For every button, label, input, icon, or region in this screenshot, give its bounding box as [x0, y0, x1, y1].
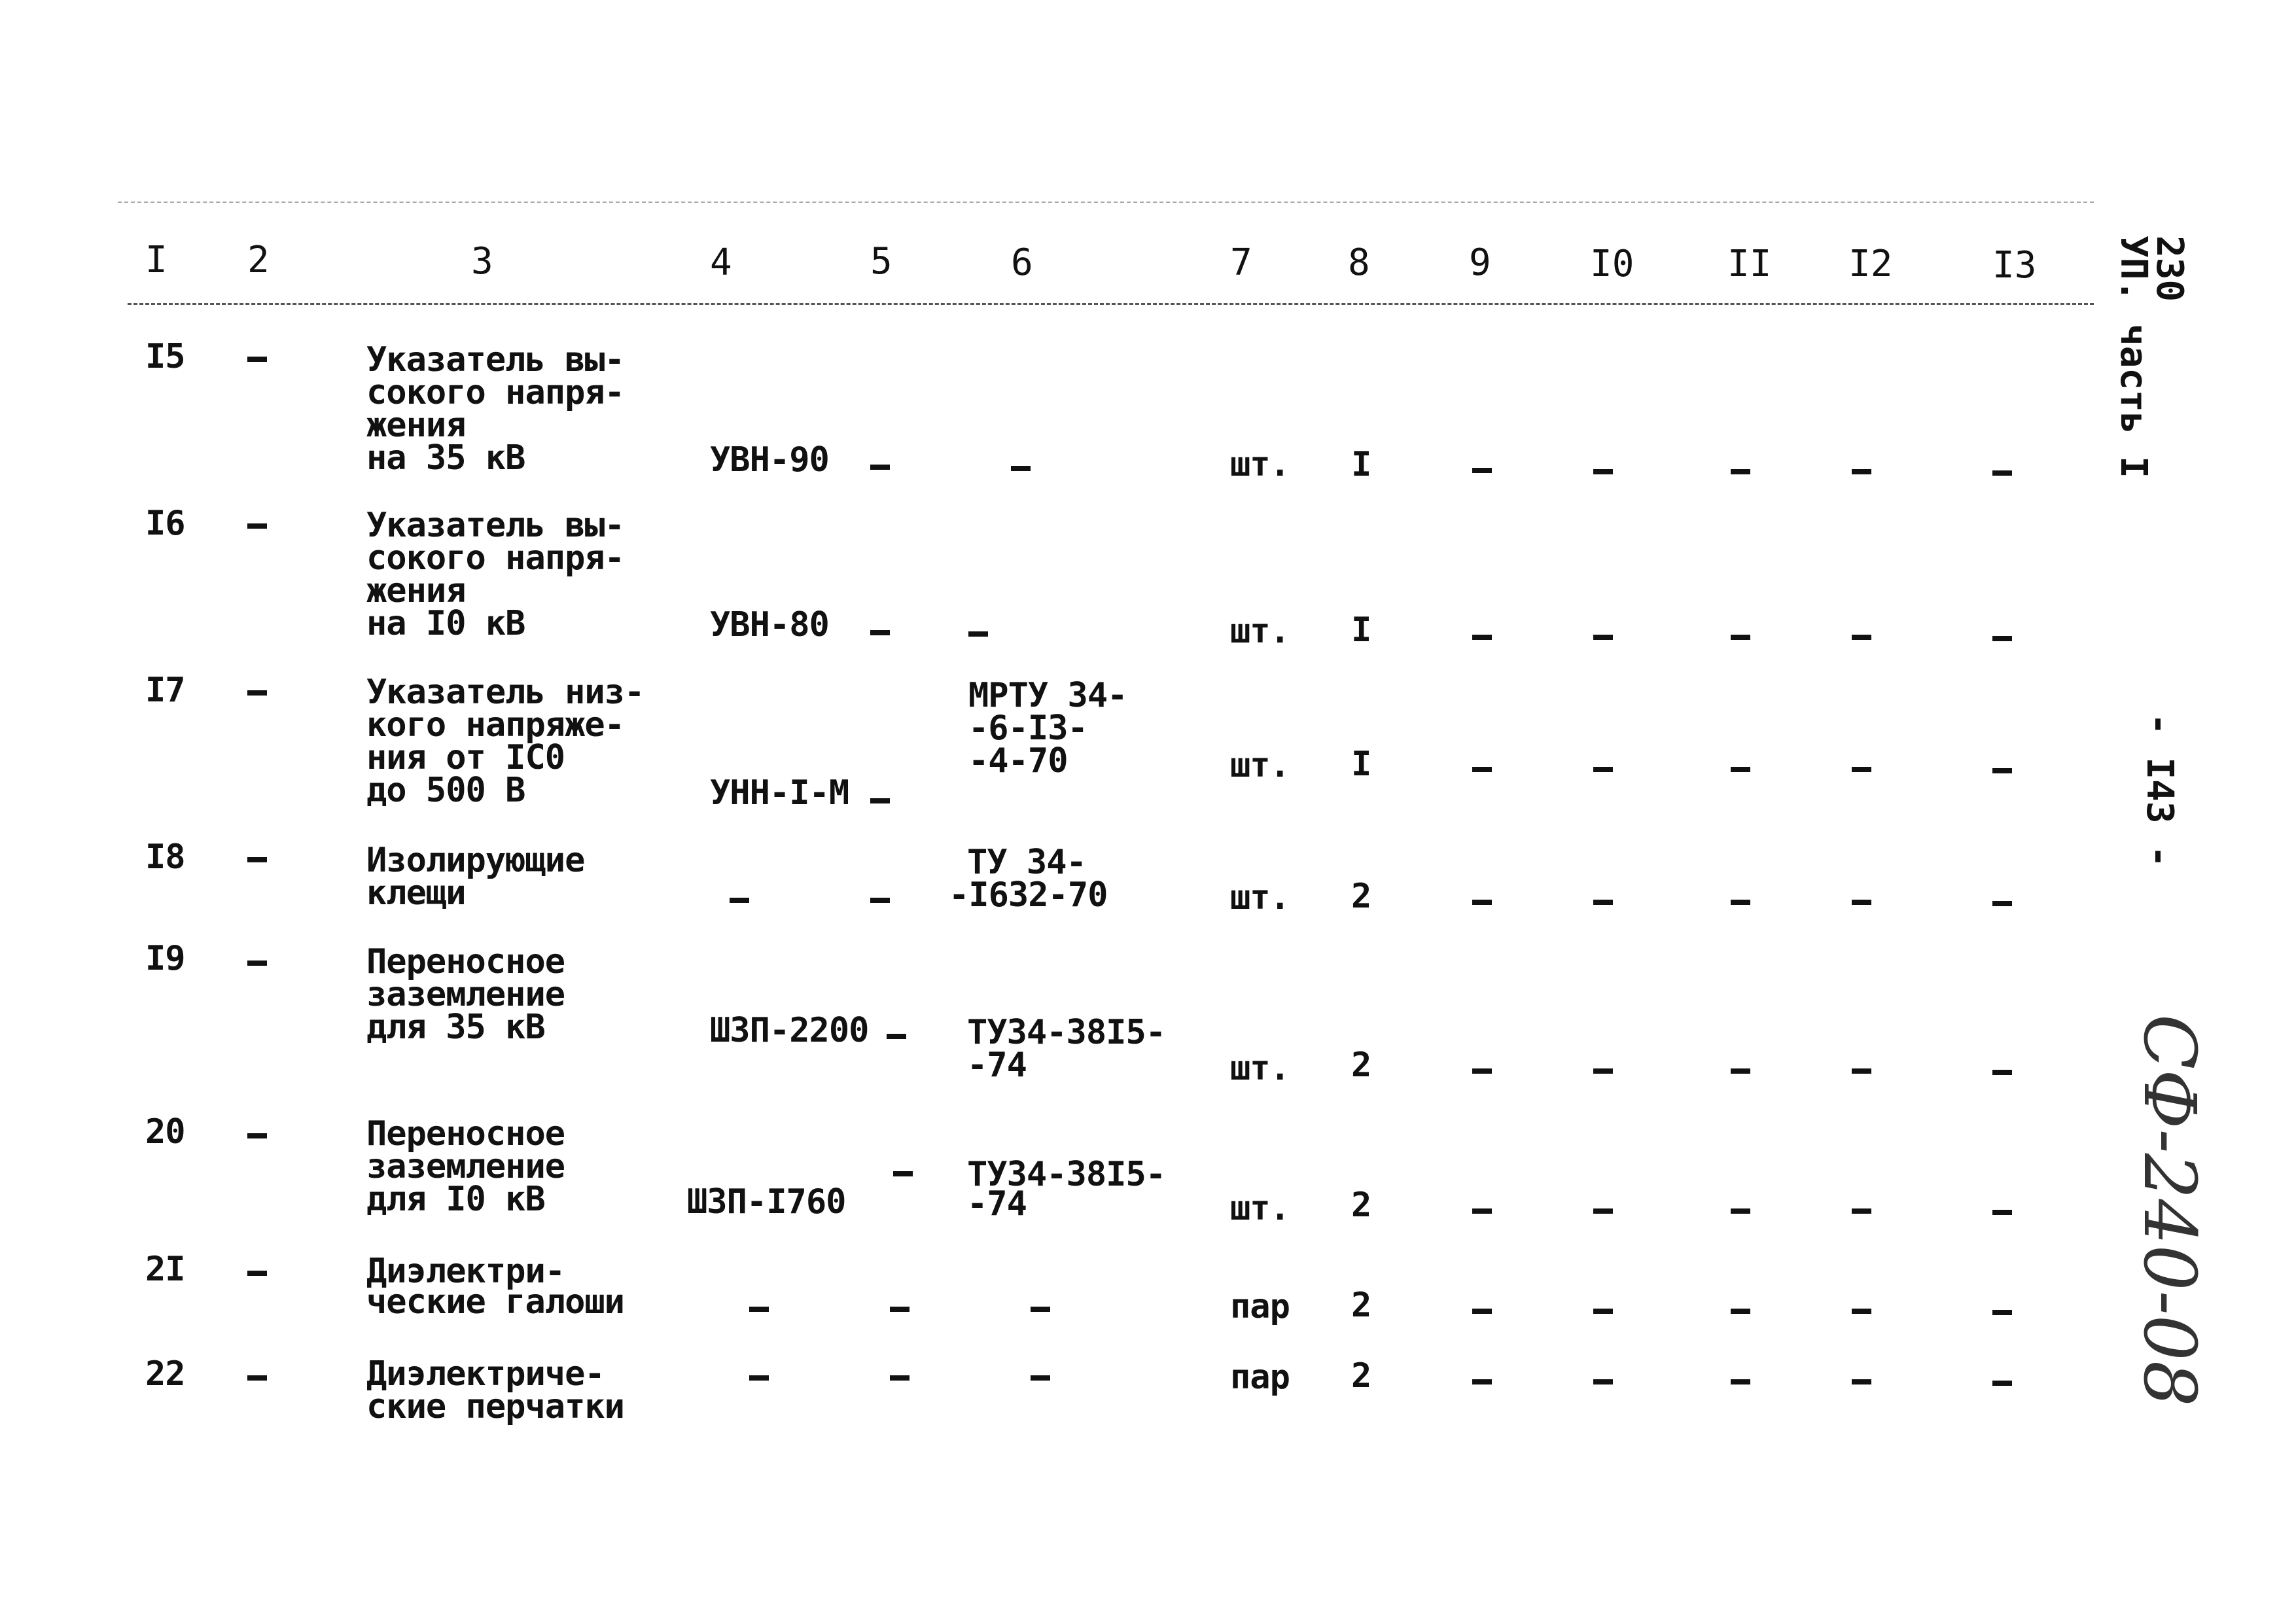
- col2-dash: [247, 857, 267, 862]
- col10-dash: [1593, 1208, 1613, 1214]
- sheet-number: - I43 -: [2138, 713, 2181, 868]
- col12-dash: [1852, 635, 1871, 640]
- header-rule: [128, 303, 2094, 305]
- col5-dash: [893, 1171, 913, 1176]
- row-number: I9: [145, 939, 185, 978]
- header-col-7: 7: [1230, 241, 1252, 284]
- col5-dash: [887, 1034, 906, 1039]
- quantity: 2: [1351, 1186, 1371, 1225]
- item-name-line: заземление: [366, 975, 565, 1014]
- header-col-13: I3: [1992, 244, 2037, 287]
- col11-dash: [1731, 1208, 1750, 1214]
- col11-dash: [1731, 767, 1750, 772]
- item-type: ШЗП-2200: [710, 1011, 869, 1050]
- col11-dash: [1731, 635, 1750, 640]
- standard-line: ТУ34-38I5-: [967, 1155, 1166, 1194]
- item-name-line: Указатель вы-: [366, 506, 624, 545]
- standard-line: -74: [967, 1046, 1027, 1085]
- col12-dash: [1852, 900, 1871, 905]
- item-name-line: сокого напря-: [366, 373, 624, 412]
- quantity: 2: [1351, 1046, 1371, 1085]
- standard-line: -74: [967, 1184, 1027, 1224]
- header-col-3: 3: [471, 240, 493, 283]
- item-name-line: ческие галоши: [366, 1282, 624, 1322]
- col9-dash: [1472, 1309, 1492, 1314]
- item-name-line: Диэлектри-: [366, 1252, 565, 1291]
- row-number: 22: [145, 1354, 185, 1394]
- col4-dash: [730, 898, 749, 903]
- row-number: I8: [145, 837, 185, 877]
- unit: пар: [1230, 1287, 1290, 1326]
- col13-dash: [1992, 1210, 2012, 1215]
- header-col-8: 8: [1348, 241, 1370, 284]
- item-name-line: для I0 кВ: [366, 1180, 545, 1219]
- standard-line: ТУ34-38I5-: [967, 1013, 1166, 1052]
- quantity: I: [1351, 445, 1371, 484]
- col5-dash: [890, 1375, 910, 1381]
- item-name-line: сокого напря-: [366, 538, 624, 578]
- row-number: 2I: [145, 1250, 185, 1289]
- unit: шт.: [1230, 445, 1290, 484]
- part-label: УП. часть I: [2112, 236, 2155, 478]
- col11-dash: [1731, 1068, 1750, 1074]
- col9-dash: [1472, 1379, 1492, 1384]
- unit: шт.: [1230, 1189, 1290, 1228]
- page-number: 230: [2148, 236, 2191, 302]
- quantity: 2: [1351, 1356, 1371, 1396]
- col10-dash: [1593, 900, 1613, 905]
- col2-dash: [247, 523, 267, 529]
- col9-dash: [1472, 1068, 1492, 1074]
- item-name-line: Изолирующие: [366, 841, 585, 880]
- col2-dash: [247, 1271, 267, 1276]
- standard-line: -4-70: [968, 741, 1068, 781]
- item-name-line: кого напряже-: [366, 705, 624, 745]
- unit: пар: [1230, 1358, 1290, 1397]
- item-name-line: для 35 кВ: [366, 1008, 545, 1047]
- col5-dash: [870, 898, 890, 903]
- col10-dash: [1593, 469, 1613, 474]
- standard-line: ТУ 34-: [967, 843, 1086, 882]
- standard-line: -6-I3-: [968, 709, 1087, 748]
- col2-dash: [247, 1375, 267, 1381]
- col9-dash: [1472, 1208, 1492, 1214]
- col12-dash: [1852, 1068, 1871, 1074]
- header-col-9: 9: [1469, 241, 1491, 284]
- item-type: ШЗП-I760: [687, 1182, 846, 1222]
- header-col-10: I0: [1590, 243, 1634, 285]
- col2-dash: [247, 961, 267, 966]
- col13-dash: [1992, 1381, 2012, 1386]
- col13-dash: [1992, 470, 2012, 476]
- unit: шт.: [1230, 878, 1290, 917]
- item-type: УНН-I-М: [710, 773, 849, 813]
- header-col-12: I2: [1848, 243, 1893, 285]
- item-type: УВН-90: [710, 440, 829, 480]
- item-name-line: заземление: [366, 1147, 565, 1186]
- quantity: I: [1351, 610, 1371, 650]
- item-name-line: ния от IC0: [366, 738, 565, 777]
- col11-dash: [1731, 469, 1750, 474]
- unit: шт.: [1230, 746, 1290, 785]
- col6-dash: [1011, 466, 1031, 471]
- header-col-6: 6: [1011, 241, 1033, 284]
- col10-dash: [1593, 1068, 1613, 1074]
- col11-dash: [1731, 1379, 1750, 1384]
- col9-dash: [1472, 635, 1492, 640]
- col6-dash: [968, 631, 988, 637]
- col4-dash: [749, 1375, 769, 1381]
- col5-dash: [870, 798, 890, 803]
- item-type: УВН-80: [710, 605, 829, 644]
- handwritten-code: СФ-240-08: [2128, 1014, 2212, 1407]
- item-name-line: Указатель низ-: [366, 673, 645, 712]
- col9-dash: [1472, 900, 1492, 905]
- col9-dash: [1472, 767, 1492, 772]
- item-name-line: жения: [366, 406, 466, 445]
- header-col-11: II: [1727, 243, 1772, 285]
- item-name-line: Указатель вы-: [366, 340, 624, 379]
- col12-dash: [1852, 1208, 1871, 1214]
- col13-dash: [1992, 768, 2012, 773]
- quantity: 2: [1351, 1286, 1371, 1325]
- item-name-line: ские перчатки: [366, 1387, 624, 1426]
- header-col-5: 5: [870, 240, 892, 283]
- item-name-line: на I0 кВ: [366, 604, 525, 643]
- item-name-line: Диэлектриче-: [366, 1354, 605, 1394]
- top-rule: [118, 202, 2094, 203]
- header-col-2: 2: [247, 239, 270, 281]
- col2-dash: [247, 1133, 267, 1138]
- col10-dash: [1593, 1379, 1613, 1384]
- col13-dash: [1992, 1310, 2012, 1315]
- header-col-4: 4: [710, 241, 732, 284]
- unit: шт.: [1230, 1049, 1290, 1088]
- col5-dash: [870, 465, 890, 470]
- col5-dash: [870, 630, 890, 635]
- unit: шт.: [1230, 612, 1290, 651]
- quantity: I: [1351, 745, 1371, 784]
- item-name-line: до 500 В: [366, 771, 525, 810]
- standard-line: МРТУ 34-: [968, 676, 1127, 715]
- col2-dash: [247, 690, 267, 696]
- col6-dash: [1031, 1307, 1050, 1312]
- col10-dash: [1593, 767, 1613, 772]
- row-number: I5: [145, 337, 185, 376]
- col12-dash: [1852, 767, 1871, 772]
- header-col-1: I: [145, 239, 168, 281]
- item-name-line: Переносное: [366, 942, 565, 981]
- col11-dash: [1731, 1309, 1750, 1314]
- col12-dash: [1852, 469, 1871, 474]
- col9-dash: [1472, 468, 1492, 473]
- col12-dash: [1852, 1309, 1871, 1314]
- row-number: 20: [145, 1112, 185, 1152]
- quantity: 2: [1351, 877, 1371, 916]
- col10-dash: [1593, 1309, 1613, 1314]
- col13-dash: [1992, 901, 2012, 906]
- standard-line: -I632-70: [949, 875, 1108, 915]
- item-name-line: на 35 кВ: [366, 438, 525, 478]
- col11-dash: [1731, 900, 1750, 905]
- item-name-line: жения: [366, 571, 466, 610]
- col13-dash: [1992, 1070, 2012, 1075]
- row-number: I7: [145, 671, 185, 710]
- col6-dash: [1031, 1375, 1050, 1381]
- col4-dash: [749, 1307, 769, 1312]
- col12-dash: [1852, 1379, 1871, 1384]
- col2-dash: [247, 357, 267, 362]
- col13-dash: [1992, 636, 2012, 641]
- item-name-line: клещи: [366, 873, 466, 913]
- col5-dash: [890, 1307, 910, 1312]
- item-name-line: Переносное: [366, 1114, 565, 1154]
- col10-dash: [1593, 635, 1613, 640]
- row-number: I6: [145, 504, 185, 543]
